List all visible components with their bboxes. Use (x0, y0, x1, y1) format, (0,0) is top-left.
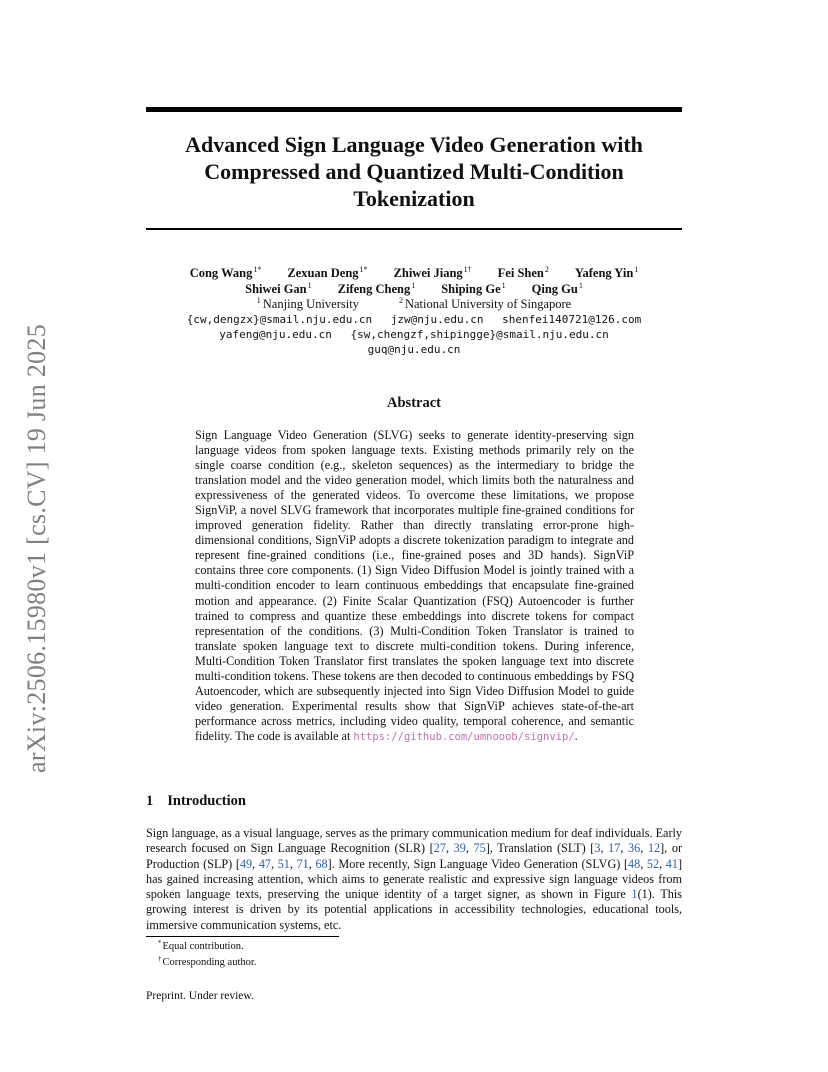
citation-link[interactable]: 51 (277, 856, 290, 871)
title-top-rule (146, 107, 682, 112)
author-name: Zifeng Cheng$^1$ (337, 281, 416, 296)
code-link[interactable]: https://github.com/umnooob/signvip/ (353, 730, 575, 743)
title-bottom-rule (146, 228, 682, 230)
author-name: Shiping Ge$^1$ (441, 281, 506, 296)
intro-text: , (308, 856, 316, 871)
affiliations (146, 296, 682, 312)
citation-link[interactable]: 27 (433, 841, 446, 856)
citation-link[interactable]: 41 (665, 856, 678, 871)
abstract-end: . (574, 728, 578, 743)
arxiv-stamp: arXiv:2506.15980v1 [cs.CV] 19 Jun 2025 (22, 323, 51, 773)
section-number: 1 (146, 793, 154, 809)
email: {sw,chengzf,shipingge}@smail.nju.edu.cn (350, 328, 609, 341)
citation-link[interactable]: 49 (239, 856, 253, 871)
paper-title: Advanced Sign Language Video Generation with Compressed and Quantized Multi-Condition Tokenization (185, 132, 643, 211)
email-row-1 (146, 313, 682, 326)
email: jzw@nju.edu.cn (390, 313, 484, 326)
citation-link[interactable]: 71 (296, 856, 309, 871)
affiliation-1: $^1$ Nanjing University (256, 296, 359, 311)
author-name: Yafeng Yin$^1$ (574, 265, 639, 280)
intro-text: ]. More recently, Sign Language Video Generation (SLVG) [ (327, 856, 629, 871)
footnote-2: †Corresponding author. (158, 955, 257, 968)
intro-text: , (620, 841, 629, 856)
author-name: Qing Gu$^1$ (531, 281, 583, 296)
preprint-note: Preprint. Under review. (146, 990, 254, 1002)
author-name: Shiwei Gan$^1$ (245, 281, 312, 296)
citation-link[interactable]: 39 (453, 841, 466, 856)
intro-text: , (600, 841, 609, 856)
section-heading-introduction (146, 793, 246, 810)
intro-text: , (640, 841, 648, 856)
email: shenfei140721@126.com (502, 313, 642, 326)
abstract-body (195, 428, 634, 745)
author-list-row-2 (146, 281, 682, 297)
citation-link[interactable]: 68 (315, 856, 328, 871)
citation-link[interactable]: 52 (646, 856, 660, 871)
abstract-heading: Abstract (387, 395, 441, 411)
author-name: Fei Shen$^2$ (497, 265, 549, 280)
abstract-text: Sign Language Video Generation (SLVG) seeks to generate identity-preserving sign language videos from spoken language texts. Existing methods primarily rely on the single coarse condition (e.g., skeleton sequences) as the intermediary to bridge the translation model and the video generation model, which limits both the naturalness and expressiveness of the generated videos. To overcome these limitations, we propose SignViP, a novel SLVG framework that incorporates multiple fine-grained conditions for improved generation fidelity. Rather than directly translating error-prone high-dimensional conditions, SignViP adopts a discrete tokenization paradigm to integrate and represent fine-grained conditions (i.e., fine-grained poses and 3D hands). SignViP contains three core components. (1) Sign Video Diffusion Model is jointly trained with a multi-condition encoder to learn continuous embeddings that encapsulate fine-grained motion and appearance. (2) Finite Scalar Quantization (FSQ) Autoencoder is further trained to compress and quantize these embeddings into discrete tokens for compact representation of the conditions. (3) Multi-Condition Token Translator is trained to translate spoken language text to discrete multi-condition tokens. During inference, Multi-Condition Token Translator first translates the spoken language text into discrete multi-condition tokens. These tokens are then decoded to continuous embeddings by FSQ Autoencoder, which are subsequently injected into Sign Video Diffusion Model to guide video generation. Experimental results show that SignViP achieves state-of-the-art performance across metrics, including video quality, temporal coherence, and semantic fidelity. The code is available at (195, 428, 634, 743)
intro-text: , (271, 856, 278, 871)
email: {cw,dengzx}@smail.nju.edu.cn (186, 313, 373, 326)
author-name: Cong Wang$^{1*}$ (189, 265, 262, 280)
citation-link[interactable]: 75 (473, 841, 486, 856)
email-row-3 (146, 343, 682, 356)
footnote-1: *Equal contribution. (158, 939, 244, 952)
citation-link[interactable]: 47 (258, 856, 272, 871)
author-name: Zexuan Deng$^{1*}$ (287, 265, 368, 280)
intro-text: , (289, 856, 297, 871)
email: yafeng@nju.edu.cn (219, 328, 332, 341)
citation-link[interactable]: 36 (628, 841, 641, 856)
citation-link[interactable]: 12 (647, 841, 661, 856)
intro-text: ], Translation (SLT) [ (485, 841, 595, 856)
intro-text: (1). This growing interest is driven by its potential applications in accessibility technologies, educational tools, immersive communication systems, etc. (146, 887, 682, 932)
affiliation-2: $^2$ National University of Singapore (398, 296, 572, 311)
intro-text: Sign language, as a visual language, serves as the primary communication medium for deaf individuals. Early research focused on Sign Language Recognition (SLR) [ (146, 826, 682, 856)
intro-text: ] has gained increasing attention, which aims to generate realistic and expressive sign language videos from spoken language texts, preserving the unique identity of a target signer, as shown in Figure (146, 856, 683, 902)
intro-text: , (465, 841, 474, 856)
citation-link[interactable]: 1 (631, 887, 638, 902)
author-list-row-1 (146, 265, 682, 281)
intro-text: , (659, 856, 666, 871)
citation-link[interactable]: 17 (608, 841, 621, 856)
author-name: Zhiwei Jiang$^{1\dagger}$ (393, 265, 472, 280)
section-title: Introduction (167, 793, 246, 809)
intro-text: , (445, 841, 454, 856)
introduction-paragraph (146, 826, 682, 933)
email-row-2 (146, 328, 682, 341)
citation-link[interactable]: 3 (594, 841, 601, 856)
citation-link[interactable]: 48 (628, 856, 641, 871)
intro-text: , (252, 856, 259, 871)
footnote-rule (146, 936, 339, 937)
email: guq@nju.edu.cn (367, 343, 461, 356)
intro-text: , (640, 856, 647, 871)
intro-text: ], or Production (SLP) [ (146, 841, 683, 871)
